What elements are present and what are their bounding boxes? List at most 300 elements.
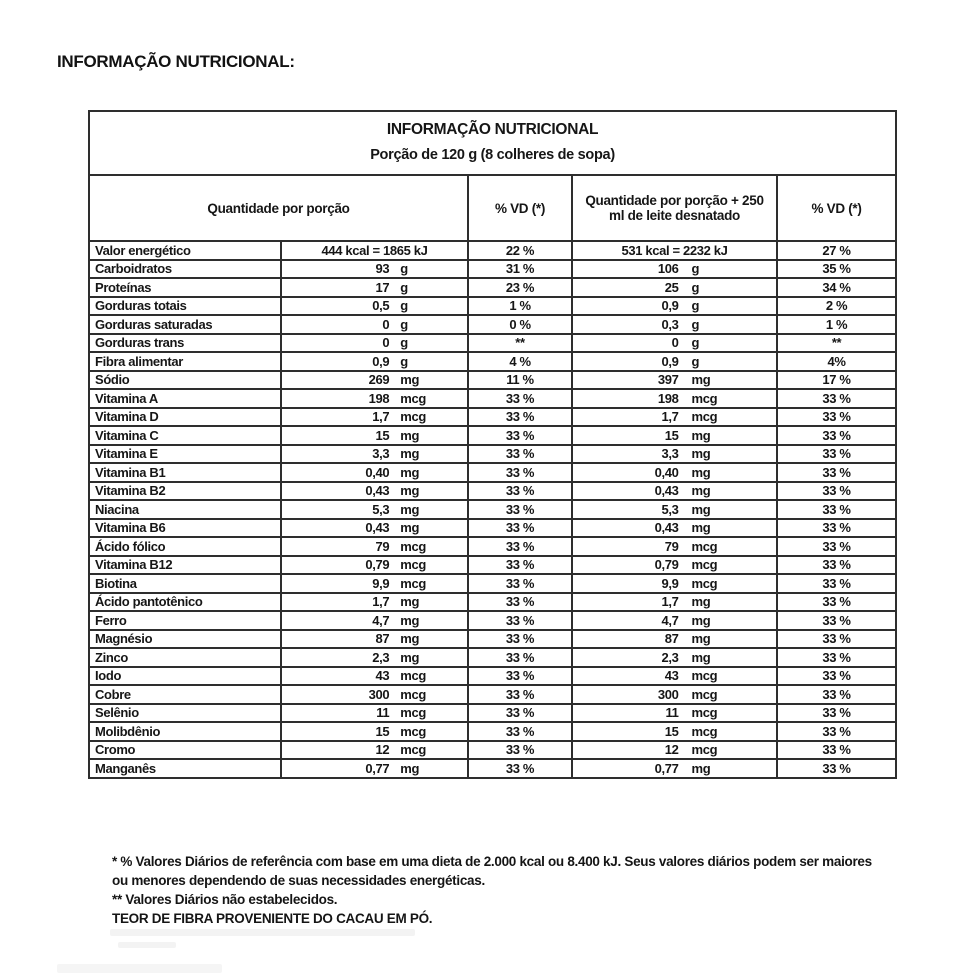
quantity-unit: mcg (400, 742, 426, 758)
quantity-per-serving-cell (281, 537, 468, 556)
quantity-with-milk-cell (572, 704, 777, 723)
quantity-value: 0 (382, 335, 390, 351)
nutrient-name: Niacina (89, 500, 281, 519)
quantity-per-serving-cell (281, 574, 468, 593)
quantity-per-serving-cell (281, 278, 468, 297)
column-header-quantity-milk-label: Quantidade por porção + 250 ml de leite desnatado (585, 193, 764, 223)
nutrient-name: Zinco (89, 648, 281, 667)
nutrition-table (88, 110, 897, 779)
quantity-per-serving (282, 280, 467, 295)
vd-percent-milk: 33 % (777, 741, 896, 760)
quantity-with-milk-cell (572, 593, 777, 612)
quantity-milk-value: 106 (657, 261, 679, 277)
quantity-with-milk-cell (572, 334, 777, 353)
quantity-value: 2,3 (372, 649, 390, 665)
quantity-unit: g (400, 279, 408, 295)
quantity-per-serving (282, 354, 467, 369)
quantity-per-serving (282, 298, 467, 313)
quantity-milk-unit: mcg (691, 742, 718, 758)
vd-percent: 33 % (468, 445, 572, 464)
vd-percent-milk: 33 % (777, 722, 896, 741)
vd-percent: 33 % (468, 426, 572, 445)
quantity-unit: mcg (400, 409, 426, 425)
table-row (89, 685, 896, 704)
quantity-with-milk (573, 539, 776, 554)
quantity-milk-unit: mcg (691, 668, 718, 684)
quantity-with-milk (573, 761, 776, 776)
table-row (89, 463, 896, 482)
quantity-unit: g (400, 353, 408, 369)
quantity-milk-value: 9,9 (661, 575, 679, 591)
quantity-with-milk (573, 465, 776, 480)
quantity-value: 43 (375, 668, 390, 684)
quantity-with-milk (573, 317, 776, 332)
quantity-per-serving (282, 391, 467, 406)
vd-percent: 33 % (468, 556, 572, 575)
quantity-milk-value: 25 (664, 279, 679, 295)
quantity-milk-value: 5,3 (661, 501, 679, 517)
vd-percent: 33 % (468, 722, 572, 741)
quantity-value: 1,7 (372, 409, 390, 425)
quantity-with-milk (573, 631, 776, 646)
quantity-value: 0,40 (365, 464, 390, 480)
quantity-with-milk (573, 576, 776, 591)
quantity-per-serving-cell (281, 371, 468, 390)
quantity-per-serving (282, 724, 467, 739)
quantity-milk-unit: mg (691, 594, 711, 610)
vd-percent-milk: 33 % (777, 556, 896, 575)
quantity-milk-unit: g (691, 353, 700, 369)
quantity-value: 17 (375, 279, 390, 295)
quantity-milk-unit: mg (691, 760, 711, 776)
quantity-milk-value: 15 (664, 723, 679, 739)
quantity-milk-unit: mg (691, 446, 711, 462)
column-header-vd (468, 175, 572, 241)
quantity-unit: mcg (400, 575, 426, 591)
quantity-per-serving-cell (281, 611, 468, 630)
vd-percent: 33 % (468, 759, 572, 778)
quantity-with-milk (573, 354, 776, 369)
quantity-per-serving-cell (281, 408, 468, 427)
quantity-per-serving-cell (281, 630, 468, 649)
quantity-unit: mg (400, 760, 420, 776)
quantity-milk-unit: mg (691, 464, 711, 480)
vd-percent: 33 % (468, 611, 572, 630)
quantity-with-milk (573, 724, 776, 739)
quantity-value: 11 (376, 705, 390, 721)
nutrient-name: Vitamina D (89, 408, 281, 427)
quantity-unit: mg (400, 594, 420, 610)
quantity-per-serving (282, 650, 467, 665)
quantity-per-serving (282, 631, 467, 646)
vd-percent: 0 % (468, 315, 572, 334)
quantity-milk-value: 0,79 (654, 557, 679, 573)
quantity-with-milk (573, 668, 776, 683)
vd-percent-milk: 33 % (777, 389, 896, 408)
table-row (89, 611, 896, 630)
quantity-per-serving (282, 668, 467, 683)
quantity-with-milk (573, 687, 776, 702)
quantity-per-serving-cell (281, 241, 468, 260)
quantity-with-milk-cell (572, 519, 777, 538)
table-row (89, 537, 896, 556)
quantity-milk-unit: mg (691, 372, 711, 388)
quantity-per-serving-cell (281, 315, 468, 334)
vd-percent: 33 % (468, 630, 572, 649)
quantity-unit: mg (400, 649, 420, 665)
quantity-unit: mg (400, 520, 420, 536)
quantity-with-milk (573, 335, 776, 350)
nutrient-name: Cromo (89, 741, 281, 760)
nutrient-name: Vitamina B1 (89, 463, 281, 482)
quantity-value: 0,5 (372, 298, 390, 314)
quantity-per-serving (282, 502, 467, 517)
quantity-with-milk (573, 280, 776, 295)
quantity-per-serving-cell (281, 482, 468, 501)
table-row (89, 500, 896, 519)
quantity-unit: mg (400, 631, 420, 647)
quantity-with-milk-cell (572, 500, 777, 519)
quantity-milk-unit: mcg (691, 723, 718, 739)
column-header-vd-label: % VD (*) (494, 200, 546, 216)
vd-percent: 4 % (468, 352, 572, 371)
quantity-per-serving (282, 687, 467, 702)
nutrient-name: Gorduras trans (89, 334, 281, 353)
quantity-with-milk-cell (572, 389, 777, 408)
vd-percent: 33 % (468, 667, 572, 686)
quantity-with-milk-cell (572, 371, 777, 390)
quantity-with-milk-cell (572, 611, 777, 630)
quantity-with-milk-cell (572, 556, 777, 575)
table-row (89, 648, 896, 667)
quantity-milk-value: 0,9 (661, 298, 679, 314)
vd-percent-milk: 33 % (777, 648, 896, 667)
quantity-unit: g (400, 335, 408, 351)
quantity-unit: mcg (400, 538, 426, 554)
quantity-with-milk-cell (572, 741, 777, 760)
quantity-milk-value: 0,43 (654, 483, 679, 499)
vd-percent-milk: 33 % (777, 463, 896, 482)
quantity-value: 79 (375, 538, 390, 554)
nutrient-name: Valor energético (89, 241, 281, 260)
table-row (89, 445, 896, 464)
faint-scan-artifact (110, 929, 415, 936)
quantity-unit: mg (400, 446, 420, 462)
quantity-with-milk (573, 261, 776, 276)
nutrient-name: Molibdênio (89, 722, 281, 741)
vd-percent: 33 % (468, 685, 572, 704)
quantity-per-serving-cell (281, 556, 468, 575)
quantity-with-milk (573, 502, 776, 517)
quantity-with-milk (573, 409, 776, 424)
vd-percent-milk: 33 % (777, 519, 896, 538)
vd-percent-milk: 33 % (777, 667, 896, 686)
quantity-with-milk (573, 594, 776, 609)
vd-percent-milk: 33 % (777, 704, 896, 723)
quantity-milk-unit: mcg (691, 557, 718, 573)
nutrient-name: Proteínas (89, 278, 281, 297)
quantity-per-serving-cell (281, 704, 468, 723)
quantity-per-serving-cell (281, 593, 468, 612)
quantity-unit: mcg (400, 668, 426, 684)
table-row (89, 278, 896, 297)
footnote-line: TEOR DE FIBRA PROVENIENTE DO CACAU EM PÓ. (112, 911, 433, 926)
quantity-value: 300 (368, 686, 390, 702)
table-title-row (89, 111, 896, 175)
quantity-unit: mg (400, 483, 420, 499)
nutrient-name: Gorduras saturadas (89, 315, 281, 334)
table-row (89, 408, 896, 427)
quantity-value: 269 (368, 372, 390, 388)
quantity-milk-value: 397 (657, 372, 679, 388)
quantity-per-serving (282, 520, 467, 535)
quantity-per-serving (282, 539, 467, 554)
vd-percent: 22 % (468, 241, 572, 260)
table-row (89, 722, 896, 741)
quantity-per-serving-cell (281, 445, 468, 464)
quantity-value: 15 (375, 723, 390, 739)
quantity-per-serving-cell (281, 741, 468, 760)
quantity-with-milk (573, 391, 776, 406)
quantity-per-serving-cell (281, 519, 468, 538)
column-header-quantity-label: Quantidade por porção (207, 200, 350, 216)
quantity-per-serving-cell (281, 260, 468, 279)
nutrient-name: Vitamina C (89, 426, 281, 445)
quantity-per-serving-cell (281, 500, 468, 519)
nutrient-name: Manganês (89, 759, 281, 778)
table-title-cell (89, 111, 896, 175)
table-row (89, 352, 896, 371)
quantity-milk-value: 0,77 (654, 760, 679, 776)
quantity-value: 5,3 (372, 501, 390, 517)
quantity-value: 4,7 (372, 612, 390, 628)
quantity-with-milk-cell (572, 260, 777, 279)
vd-percent: 23 % (468, 278, 572, 297)
quantity-value: 12 (375, 742, 390, 758)
vd-percent: 33 % (468, 741, 572, 760)
quantity-per-serving (282, 317, 467, 332)
table-row (89, 667, 896, 686)
nutrient-name: Vitamina A (89, 389, 281, 408)
vd-percent-milk: 33 % (777, 685, 896, 704)
quantity-milk-value: 2,3 (661, 649, 679, 665)
table-title: INFORMAÇÃO NUTRICIONAL (386, 121, 599, 138)
quantity-per-serving (282, 576, 467, 591)
quantity-with-milk (573, 446, 776, 461)
vd-percent-milk: 2 % (777, 297, 896, 316)
quantity-unit: mg (400, 612, 420, 628)
quantity-with-milk-cell (572, 685, 777, 704)
quantity-milk-value: 12 (664, 742, 679, 758)
quantity-milk-unit: g (691, 335, 700, 351)
quantity-unit: mcg (400, 686, 426, 702)
quantity-milk-unit: mg (691, 501, 711, 517)
quantity-per-serving (282, 761, 467, 776)
quantity-milk-unit: mcg (691, 705, 718, 721)
vd-percent: 33 % (468, 463, 572, 482)
table-row (89, 297, 896, 316)
quantity-with-milk-cell (572, 648, 777, 667)
quantity-per-serving (282, 742, 467, 757)
quantity-with-milk-cell (572, 315, 777, 334)
quantity-value: 15 (375, 427, 390, 443)
quantity-with-milk-cell (572, 241, 777, 260)
nutrient-name: Ácido fólico (89, 537, 281, 556)
vd-percent-milk: 4% (777, 352, 896, 371)
quantity-value: 0,43 (365, 520, 390, 536)
quantity-per-serving (282, 335, 467, 350)
quantity-value: 87 (375, 631, 390, 647)
quantity-with-milk (573, 298, 776, 313)
vd-percent: 33 % (468, 389, 572, 408)
quantity-per-serving (282, 428, 467, 443)
quantity-milk-unit: mcg (691, 409, 718, 425)
table-row (89, 334, 896, 353)
quantity-per-serving-cell (281, 648, 468, 667)
quantity-milk-value: 300 (657, 686, 679, 702)
footnotes (112, 852, 898, 928)
quantity-value: 93 (375, 261, 390, 277)
vd-percent-milk: 33 % (777, 500, 896, 519)
nutrient-name: Sódio (89, 371, 281, 390)
nutrient-name: Vitamina B2 (89, 482, 281, 501)
nutrient-name: Gorduras totais (89, 297, 281, 316)
quantity-milk-value: 11 (665, 705, 679, 721)
quantity-per-serving (282, 372, 467, 387)
vd-percent-milk: 33 % (777, 408, 896, 427)
vd-percent-milk: 33 % (777, 593, 896, 612)
quantity-per-serving-cell (281, 759, 468, 778)
table-row (89, 759, 896, 778)
vd-percent-milk: 1 % (777, 315, 896, 334)
table-row (89, 741, 896, 760)
quantity-milk-value: 0,40 (654, 464, 679, 480)
table-row (89, 260, 896, 279)
quantity-milk-unit: mg (691, 631, 711, 647)
table-row (89, 315, 896, 334)
quantity-per-serving (282, 557, 467, 572)
table-row (89, 574, 896, 593)
quantity-unit: g (400, 316, 408, 332)
quantity-per-serving-cell (281, 426, 468, 445)
table-row (89, 241, 896, 260)
quantity-milk-unit: mg (691, 483, 711, 499)
column-header-vd-milk-label: % VD (*) (811, 200, 862, 216)
table-subtitle: Porção de 120 g (8 colheres de sopa) (370, 147, 615, 163)
column-header-quantity-milk (572, 175, 777, 241)
quantity-with-milk (573, 520, 776, 535)
vd-percent: 33 % (468, 704, 572, 723)
nutrient-name: Magnésio (89, 630, 281, 649)
vd-percent-milk: 33 % (777, 426, 896, 445)
quantity-milk-value: 0,9 (661, 353, 679, 369)
quantity-per-serving (282, 446, 467, 461)
quantity-with-milk (573, 483, 776, 498)
quantity-milk-unit: mg (691, 520, 711, 536)
vd-percent-milk: 33 % (777, 574, 896, 593)
quantity-milk-value: 3,3 (661, 446, 679, 462)
quantity-milk-value: 15 (664, 427, 679, 443)
quantity-with-milk-cell (572, 278, 777, 297)
vd-percent: 1 % (468, 297, 572, 316)
table-row (89, 482, 896, 501)
quantity-milk-value: 4,7 (661, 612, 679, 628)
quantity-with-milk-cell (572, 297, 777, 316)
quantity-milk-value: 79 (664, 538, 679, 554)
quantity-milk-value: 198 (657, 390, 679, 406)
quantity-milk-unit: mcg (691, 686, 718, 702)
table-row (89, 704, 896, 723)
quantity-per-serving (282, 594, 467, 609)
quantity-with-milk (573, 372, 776, 387)
quantity-per-serving-cell (281, 297, 468, 316)
nutrient-name: Ácido pantotênico (89, 593, 281, 612)
quantity-unit: mcg (400, 705, 426, 721)
quantity-milk-value: 0,43 (654, 520, 679, 536)
vd-percent-milk: 33 % (777, 630, 896, 649)
footnote-line: * % Valores Diários de referência com base em uma dieta de 2.000 kcal ou 8.400 kJ. Seus valores diários podem ser maiores (112, 854, 872, 869)
quantity-unit: g (400, 298, 408, 314)
quantity-with-milk (573, 705, 776, 720)
quantity-with-milk (573, 557, 776, 572)
quantity-milk-unit: mcg (691, 538, 718, 554)
table-row (89, 630, 896, 649)
column-header-row (89, 175, 896, 241)
nutrient-name: Cobre (89, 685, 281, 704)
quantity-with-milk: 531 kcal = 2232 kJ (621, 242, 728, 258)
vd-percent-milk: 27 % (777, 241, 896, 260)
vd-percent: 33 % (468, 593, 572, 612)
quantity-unit: mg (400, 372, 420, 388)
quantity-with-milk-cell (572, 574, 777, 593)
table-row (89, 426, 896, 445)
quantity-value: 9,9 (372, 575, 390, 591)
quantity-unit: mcg (400, 390, 426, 406)
vd-percent: 33 % (468, 408, 572, 427)
quantity-per-serving (282, 483, 467, 498)
vd-percent-milk: ** (777, 334, 896, 353)
quantity-value: 3,3 (372, 446, 390, 462)
quantity-unit: mg (400, 501, 420, 517)
quantity-milk-value: 0 (671, 335, 679, 351)
nutrient-name: Carboidratos (89, 260, 281, 279)
quantity-with-milk-cell (572, 463, 777, 482)
quantity-per-serving-cell (281, 463, 468, 482)
quantity-milk-value: 1,7 (661, 594, 679, 610)
vd-percent: 33 % (468, 482, 572, 501)
quantity-milk-unit: g (691, 316, 700, 332)
quantity-value: 1,7 (372, 594, 390, 610)
vd-percent: 33 % (468, 648, 572, 667)
quantity-milk-value: 0,3 (661, 316, 679, 332)
quantity-with-milk-cell (572, 667, 777, 686)
nutrient-name: Vitamina B12 (89, 556, 281, 575)
quantity-with-milk-cell (572, 537, 777, 556)
quantity-with-milk (573, 742, 776, 757)
nutrient-name: Vitamina B6 (89, 519, 281, 538)
vd-percent-milk: 17 % (777, 371, 896, 390)
page-title: INFORMAÇÃO NUTRICIONAL: (57, 52, 295, 71)
table-row (89, 519, 896, 538)
table-row (89, 371, 896, 390)
nutrient-name: Selênio (89, 704, 281, 723)
quantity-unit: mg (400, 464, 420, 480)
quantity-milk-unit: mcg (691, 390, 718, 406)
vd-percent: 11 % (468, 371, 572, 390)
quantity-value: 198 (368, 390, 390, 406)
quantity-value: 0,77 (365, 760, 390, 776)
quantity-unit: mcg (400, 723, 426, 739)
